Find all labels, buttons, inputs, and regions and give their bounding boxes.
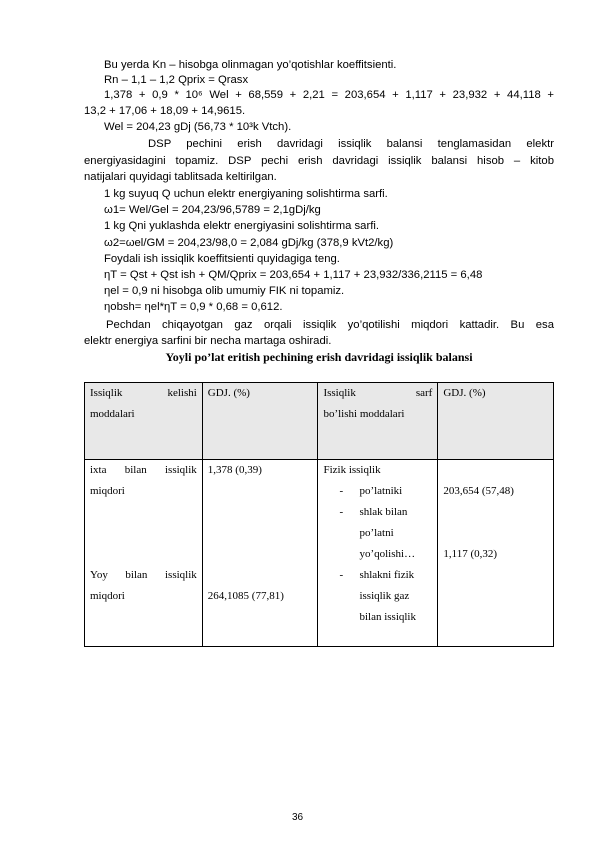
table-header-row: [85, 383, 554, 460]
table-row: [85, 460, 554, 647]
income-items-cell: ixta bilan issiqlik miqdori Yoy bilan issiqlik miqdori: [85, 460, 203, 647]
header-heat-expense: Issiqlik sarf bo’lishi moddalari: [318, 383, 438, 460]
header-gdj-expense: GDJ. (%): [438, 383, 554, 460]
text-line: Pechdan chiqayotgan gaz orqali issiqlik yo’qotilishi miqdori kattadir. Bu esa: [106, 319, 554, 331]
formula: ω2=ωel/GM = 204,23/98,0 = 2,084 gDj/kg (378,9 kVt2/kg): [104, 237, 394, 249]
list-item: - po’latniki: [345, 481, 432, 502]
text-line: 1,378 + 0,9 * 10⁶ Wel + 68,559 + 2,21 = 203,654 + 1,117 + 23,932 + 44,118 +: [104, 89, 554, 101]
text-line: DSP pechini erish davridagi issiqlik balansi tenglamasidan elektr: [148, 138, 554, 150]
page-number: 36: [291, 812, 304, 823]
expense-items-cell: Fizik issiqlik - po’latniki - shlak bilan po’latni yo’qolishi… - shlakni fizik issiqlik gaz bilan issiqlik: [318, 460, 438, 647]
table-title: Yoyli po’lat eritish pechining erish davridagi issiqlik balansi: [165, 350, 473, 364]
formula: ηobsh= ηel*ηT = 0,9 * 0,68 = 0,612.: [104, 301, 283, 313]
text-line: 13,2 + 17,06 + 18,09 + 14,9615.: [84, 105, 246, 117]
header-heat-income: Issiqlik kelishi moddalari: [85, 383, 203, 460]
header-gdj-income: GDJ. (%): [202, 383, 318, 460]
text-line: Rn – 1,1 – 1,2 Qprix = Qrasx: [104, 74, 249, 86]
list-item: - shlakni fizik issiqlik gaz bilan issiqlik: [345, 565, 432, 628]
formula: ω1= Wel/Gel = 204,23/96,5789 = 2,1gDj/kg: [104, 204, 321, 216]
formula: ηT = Qst + Qst ish + QM/Qprix = 203,654 + 1,117 + 23,932/336,2115 = 6,48: [104, 269, 483, 281]
text-line: Foydali ish issiqlik koeffitsienti quyidagiga teng.: [104, 253, 340, 265]
text-line: Wel = 204,23 gDj (56,73 * 10³k Vtch).: [104, 121, 292, 133]
text-line: Bu yerda Kn – hisobga olinmagan yo’qotishlar koeffitsienti.: [104, 59, 397, 71]
income-values-cell: 1,378 (0,39) 264,1085 (77,81): [202, 460, 318, 647]
text-line: natijalari quyidagi tablitsada keltirilgan.: [84, 171, 277, 183]
expense-values-cell: 203,654 (57,48) 1,117 (0,32): [438, 460, 554, 647]
text-line: 1 kg suyuq Q uchun elektr energiyaning solishtirma sarfi.: [104, 188, 388, 200]
heat-balance-table: [84, 382, 554, 647]
list-item: - shlak bilan po’latni yo’qolishi…: [345, 502, 432, 565]
text-line: elektr energiya sarfini bir necha martaga oshiradi.: [84, 335, 332, 347]
text-line: 1 kg Qni yuklashda elektr energiyasini solishtirma sarfi.: [104, 220, 380, 232]
text-line: ηel = 0,9 ni hisobga olib umumiy FIK ni topamiz.: [104, 285, 345, 297]
text-line: energiyasidagini topamiz. DSP pechi erish davridagi issiqlik balansi hisob – kitob: [84, 155, 554, 167]
